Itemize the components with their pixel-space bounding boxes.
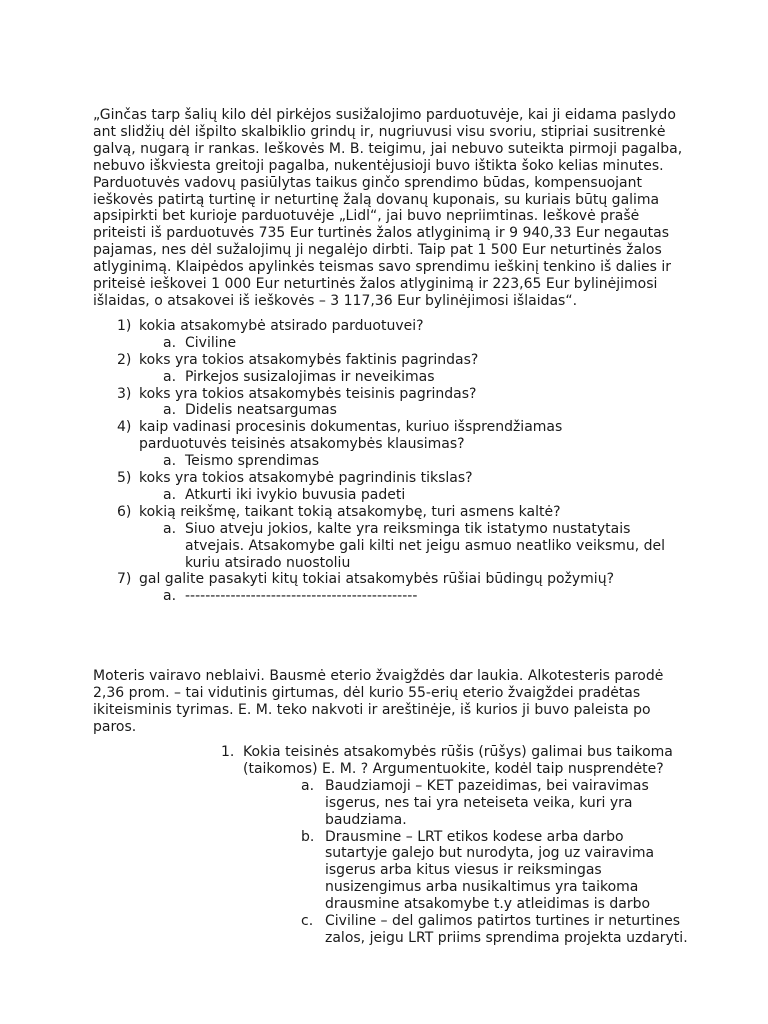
answer-letter: b. <box>301 828 315 845</box>
question-item <box>93 386 713 403</box>
answer-letter: a. <box>163 520 177 537</box>
question-text: kokia atsakomybė atsirado parduotuvei? <box>139 318 424 334</box>
answer-text: ---------------------------------------------- <box>185 588 418 605</box>
question-number: 7) <box>117 571 132 588</box>
question-text: gal galite pasakyti kitų tokiai atsakomybės rūšiai būdingų požymių? <box>139 571 614 588</box>
answer-text: Baudziamoji – KET pazeidimas, bei vairavimas isgerus, nes tai yra neteiseta veika, kuri yra baudziama. <box>325 777 649 828</box>
question-number: 4) <box>117 419 132 436</box>
question-item <box>93 744 693 778</box>
answer-item <box>93 521 683 572</box>
question-number: 2) <box>117 351 132 368</box>
question-text: koks yra tokios atsakomybės faktinis pagrindas? <box>139 351 479 368</box>
question-text: kaip vadinasi procesinis dokumentas, kuriuo išsprendžiamas parduotuvės teisinės atsakomybės klausimas? <box>139 419 563 453</box>
answer-text: Siuo atveju jokios, kalte yra reiksminga tik istatymo nustatytais atvejais. Atsakomybe gali kilti net jeigu asmuo neatliko veiksmu, del kuriu atsirado nuostoliu <box>185 520 666 571</box>
answer-letter: c. <box>301 913 314 930</box>
case1-paragraph: „Ginčas tarp šalių kilo dėl pirkėjos susižalojimo parduotuvėje, kai ji eidama paslydo ant slidžių dėl išpilto skalbiklio grindų ir, nugriuvusi visu svoriu, stipriai susitrenkė galvą, nugarą ir rankas. Ieškovės M. B. teigimu, jai nebuvo suteikta pirmoji pagalba, nebuvo iškviesta greitoji pagalba, nukentėjusioji buvo ištikta šoko kelias minutes. Parduotuvės vadovų pasiūlytas taikus ginčo sprendimo būdas, kompensuojant ieškovės patirtą turtinę ir neturtinę žalą dovanų kuponais, su kuriais būtų galima apsipirkti bet kurioje parduotuvėje „Lidl“, jai buvo nepriimtinas. Ieškovė prašė priteisti iš parduotuvės 735 Eur turtinės žalos atlyginimą ir 9 940,33 Eur negautas pajamas, nes dėl sužalojimų ji negalėjo dirbti. Taip pat 1 500 Eur neturtinės žalos atlyginimą. Klaipėdos apylinkės teismas savo sprendimu ieškinį tenkino iš dalies ir priteisė ieškovei 1 000 Eur neturtinės žalos atlyginimą ir 223,65 Eur bylinėjimosi išlaidas, o atsakovei iš ieškovės – 3 117,36 Eur bylinėjimosi išlaidas“. <box>93 107 683 309</box>
answer-item <box>93 778 693 829</box>
answer-text: Atkurti iki ivykio buvusia padeti <box>185 486 406 503</box>
answer-text: Civiline – del galimos patirtos turtines ir neturtines zalos, jeigu LRT priims sprendima projekta uzdaryti. <box>325 913 688 946</box>
answer-text: Pirkejos susizalojimas ir neveikimas <box>185 368 435 385</box>
question-text: Kokia teisinės atsakomybės rūšis (rūšys) galimai bus taikoma (taikomos) E. M. ? Argumentuokite, kodėl taip nusprendėte? <box>243 744 673 777</box>
answer-item <box>93 369 713 386</box>
answer-item <box>93 402 713 419</box>
answer-letter: a. <box>163 588 177 605</box>
question-number: 3) <box>117 385 132 402</box>
question-number: 5) <box>117 470 132 487</box>
answer-letter: a. <box>163 334 177 351</box>
question-number: 6) <box>117 503 132 520</box>
question-item <box>93 504 713 521</box>
answer-letter: a. <box>163 486 177 503</box>
answer-text: Civiline <box>185 334 237 351</box>
answer-text: Teismo sprendimas <box>185 453 320 470</box>
question-number: 1) <box>117 318 132 334</box>
answer-item <box>93 913 698 947</box>
answer-text: Drausmine – LRT etikos kodese arba darbo sutartyje galejo but nurodyta, jog uz vairavima isgerus arba kitus viesus ir reiksmingas nusizengimus arba nusikaltimus yra taikoma drausmine atsakomybe t.y atleidimas is darbo <box>325 828 655 913</box>
question-item <box>93 470 713 487</box>
case2-paragraph: Moteris vairavo neblaivi. Bausmė eterio žvaigždės dar laukia. Alkotesteris parodė 2,36 prom. – tai vidutinis girtumas, dėl kurio 55-erių eterio žvaigždei pradėtas ikiteisminis tyrimas. E. M. teko nakvoti ir areštinėje, iš kurios ji buvo paleista po paros. <box>93 668 664 735</box>
answer-item <box>93 453 713 470</box>
answer-item <box>93 829 658 914</box>
question-item <box>93 571 713 588</box>
answer-item <box>93 588 713 605</box>
question-item <box>93 419 653 453</box>
question-number: 1. <box>221 744 235 760</box>
question-text: koks yra tokios atsakomybė pagrindinis tikslas? <box>139 470 473 487</box>
answer-item <box>93 335 713 352</box>
question-text: kokią reikšmę, taikant tokią atsakomybę, turi asmens kaltė? <box>139 503 561 520</box>
question-text: koks yra tokios atsakomybės teisinis pagrindas? <box>139 385 477 402</box>
question-item <box>93 352 713 369</box>
case2-question-list <box>93 744 713 947</box>
case1-question-list <box>93 318 713 605</box>
answer-item <box>93 487 713 504</box>
question-item <box>93 318 713 335</box>
answer-letter: a. <box>163 453 177 470</box>
answer-letter: a. <box>301 777 315 794</box>
answer-text: Didelis neatsargumas <box>185 402 337 419</box>
answer-letter: a. <box>163 368 177 385</box>
answer-letter: a. <box>163 402 177 419</box>
